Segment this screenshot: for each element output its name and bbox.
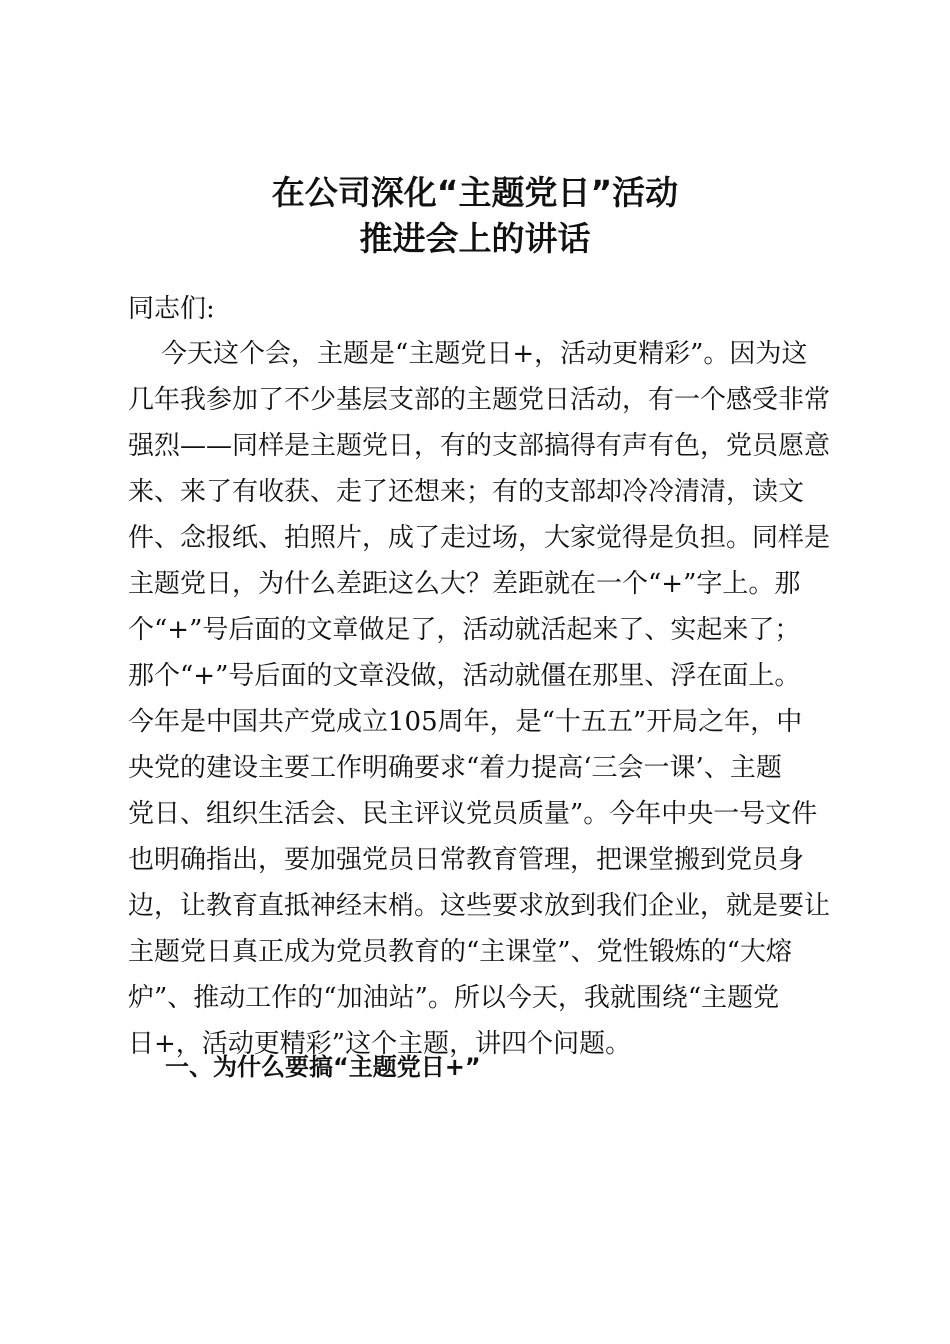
body-line: 那个“+”号后面的文章没做，活动就僵在那里、浮在面上。 [128,661,801,691]
body-line: 几年我参加了不少基层支部的主题党日活动，有一个感受非常 [128,385,831,415]
body-line: 央党的建设主要工作明确要求“着力提高‘三会一课’、主题 [128,753,782,783]
body-line: 主题党日真正成为党员教育的“主课堂”、党性锻炼的“大熔 [128,937,792,967]
body-line: 日+，活动更精彩”这个主题，讲四个问题。 [128,1029,632,1059]
salutation: 同志们: [128,294,215,324]
body-line: 也明确指出，要加强党员日常教育管理，把课堂搬到党员身 [128,845,805,875]
body-line: 件、念报纸、拍照片，成了走过场，大家觉得是负担。同样是 [128,523,831,553]
title-line-2: 推进会上的讲话 [359,219,591,258]
body-line: 边，让教育直抵神经末梢。这些要求放到我们企业，就是要让 [128,891,831,921]
title-line-1: 在公司深化“主题党日”活动 [271,173,679,212]
body-line: 来、来了有收获、走了还想来；有的支部却冷冷清清，读文 [128,477,805,507]
body-line: 党日、组织生活会、民主评议党员质量”。今年中央一号文件 [128,799,818,829]
body-line: 今年是中国共产党成立105周年，是“十五五”开局之年，中 [128,707,803,737]
body-line: 个“+”号后面的文章做足了，活动就活起来了、实起来了； [128,615,801,645]
section-heading: 一、为什么要搞“主题党日+” [165,1053,481,1081]
body-line: 主题党日，为什么差距这么大？差距就在一个“+”字上。那 [128,569,801,599]
body-line: 强烈——同样是主题党日，有的支部搞得有声有色，党员愿意 [128,431,831,461]
body-line: 炉”、推动工作的“加油站”。所以今天，我就围绕“主题党 [128,983,780,1013]
body-line: 今天这个会，主题是“主题党日+，活动更精彩”。因为这 [128,339,808,369]
